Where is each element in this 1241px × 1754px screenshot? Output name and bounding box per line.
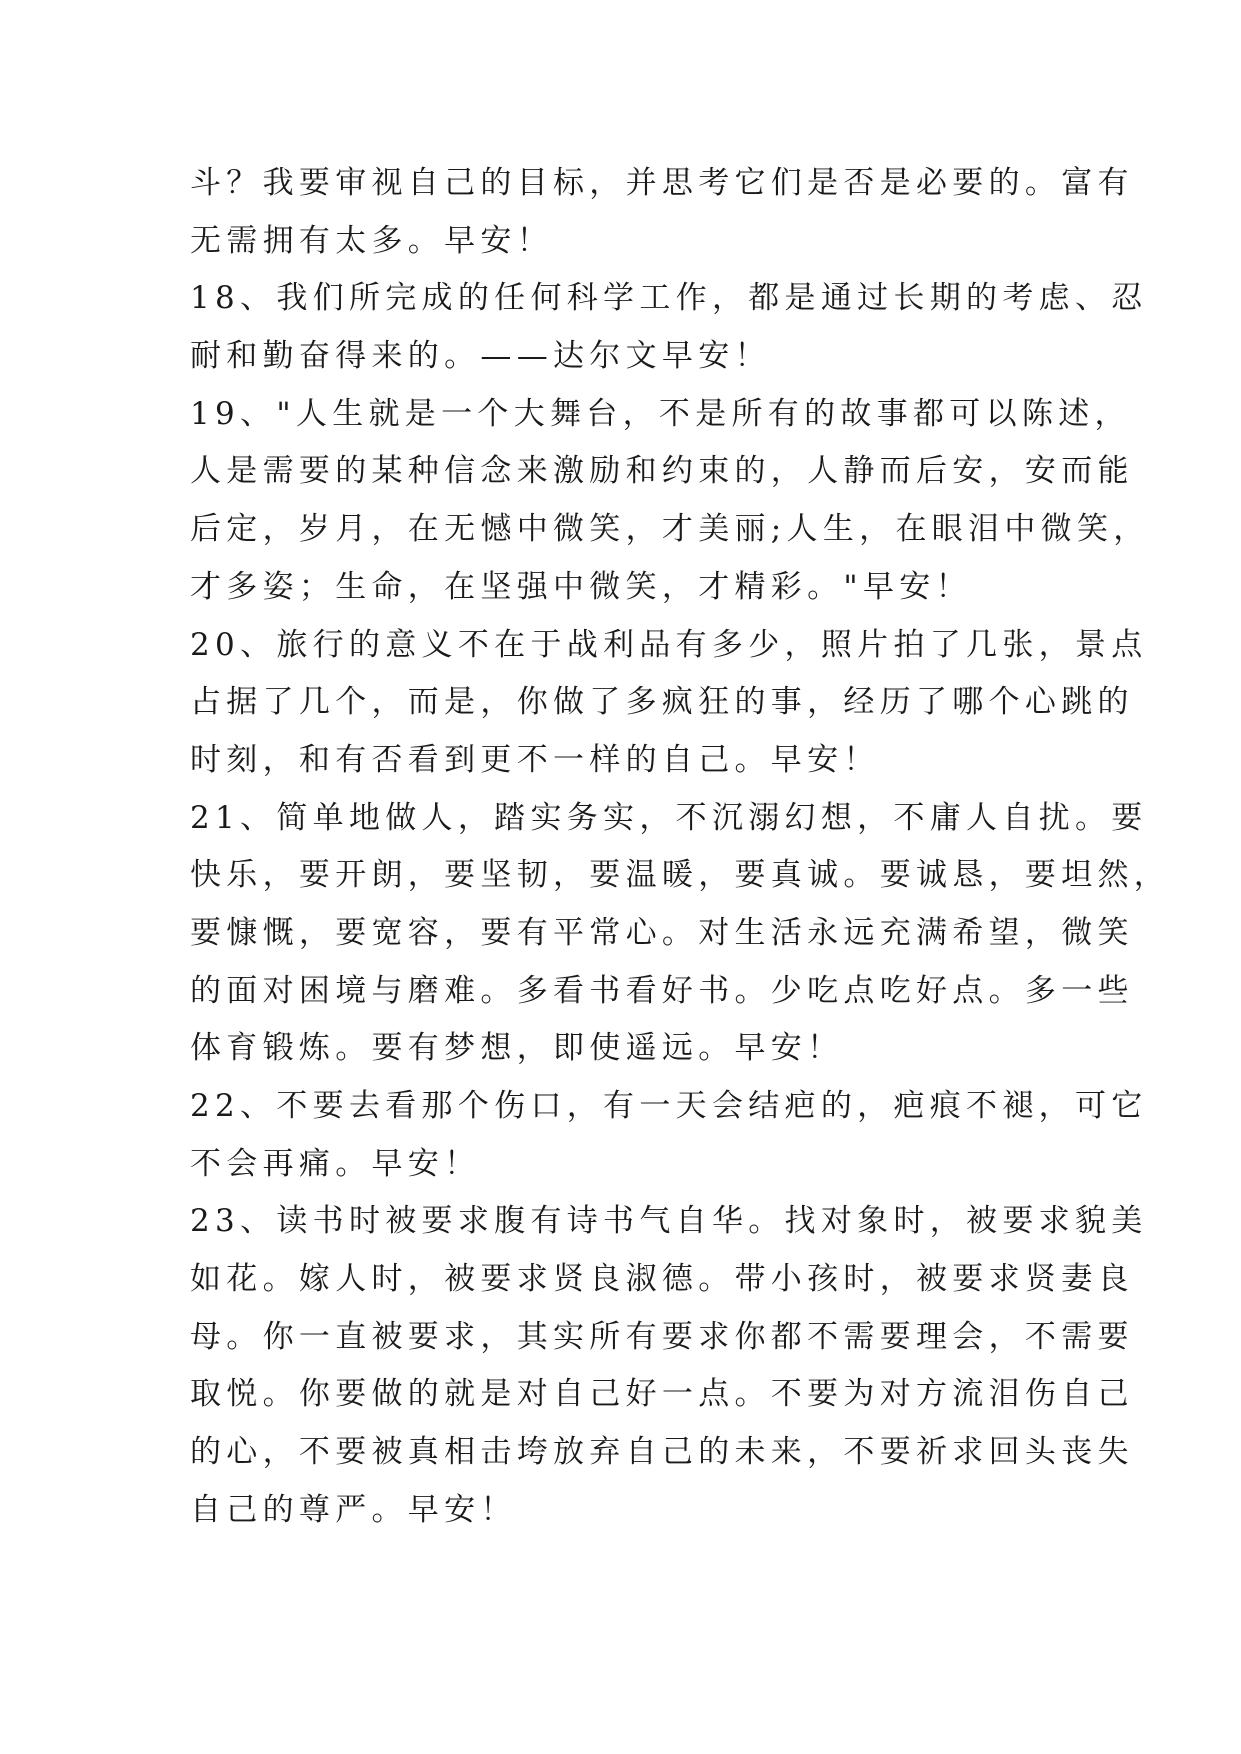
text-line: 的心，不要被真相击垮放弃自己的未来，不要祈求回头丧失 bbox=[190, 1434, 1134, 1471]
text-line: 斗？我要审视自己的目标，并思考它们是否是必要的。富有 bbox=[190, 165, 1134, 201]
text-line: 23、读书时被要求腹有诗书气自华。找对象时，被要求貌美 bbox=[190, 1203, 1148, 1240]
text-line: 时刻，和有否看到更不一样的自己。早安！ bbox=[190, 741, 880, 778]
text-line: 快乐，要开朗，要坚韧，要温暖，要真诚。要诚恳，要坦然， bbox=[190, 857, 1171, 894]
text-line: 19、"人生就是一个大舞台，不是所有的故事都可以陈述， bbox=[190, 395, 1131, 432]
text-line: 后定，岁月，在无憾中微笑，才美丽;人生，在眼泪中微笑， bbox=[190, 511, 1150, 548]
text-line: 占据了几个，而是，你做了多疯狂的事，经历了哪个心跳的 bbox=[190, 684, 1134, 721]
text-line: 21、简单地做人，踏实务实，不沉溺幻想，不庸人自扰。要 bbox=[190, 799, 1148, 836]
text-line: 体育锻炼。要有梦想，即使遥远。早安！ bbox=[190, 1030, 844, 1067]
text-line: 要慷慨，要宽容，要有平常心。对生活永远充满希望，微笑 bbox=[190, 914, 1134, 951]
text-line: 自己的尊严。早安！ bbox=[190, 1491, 517, 1528]
text-line: 如花。嫁人时，被要求贤良淑德。带小孩时，被要求贤妻良 bbox=[190, 1261, 1134, 1298]
text-line: 不会再痛。早安！ bbox=[190, 1145, 481, 1182]
text-line: 人是需要的某种信念来激励和约束的，人静而后安，安而能 bbox=[190, 453, 1134, 490]
text-line: 取悦。你要做的就是对自己好一点。不要为对方流泪伤自己 bbox=[190, 1376, 1134, 1413]
text-line: 才多姿；生命，在坚强中微笑，才精彩。"早安！ bbox=[190, 568, 972, 605]
text-line: 母。你一直被要求，其实所有要求你都不需要理会，不需要 bbox=[190, 1318, 1134, 1355]
text-line: 耐和勤奋得来的。——达尔文早安！ bbox=[190, 338, 771, 375]
text-line: 22、不要去看那个伤口，有一天会结疤的，疤痕不褪，可它 bbox=[190, 1088, 1148, 1124]
text-line: 20、旅行的意义不在于战利品有多少，照片拍了几张，景点 bbox=[190, 626, 1148, 663]
document-body bbox=[190, 155, 1171, 1540]
text-line: 无需拥有太多。早安！ bbox=[190, 222, 553, 259]
text-line: 的面对困境与磨难。多看书看好书。少吃点吃好点。多一些 bbox=[190, 972, 1134, 1009]
text-line: 18、我们所完成的任何科学工作，都是通过长期的考虑、忍 bbox=[190, 280, 1148, 317]
